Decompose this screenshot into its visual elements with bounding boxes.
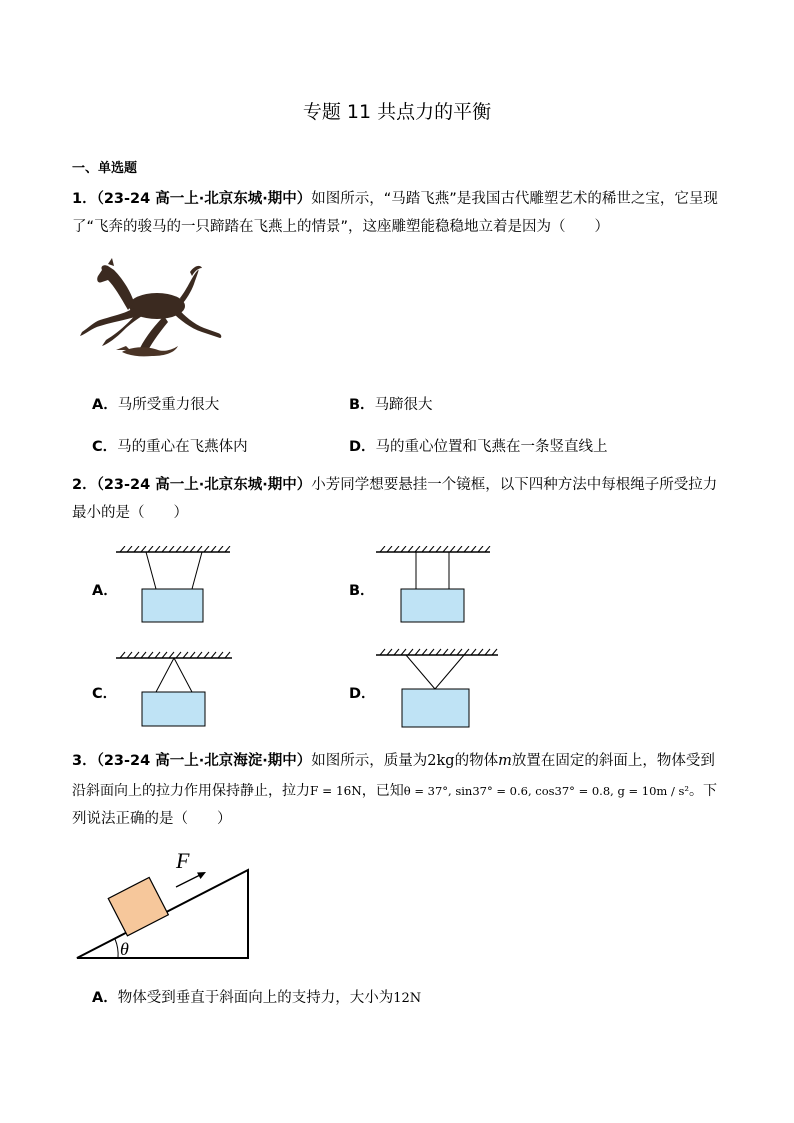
q3-text-2a: 沿斜面向上的拉力作用保持静止，拉力: [72, 783, 310, 799]
q2-label-a: A．: [92, 583, 118, 599]
q3-mass: 2kg: [427, 753, 455, 769]
q3-line1: [72, 751, 715, 771]
q1-text-1: 如图所示，“马踏飞燕”是我国古代雕塑艺术的稀世之宝，它呈现: [311, 191, 718, 207]
q2-source: （23-24 高一上·北京东城·期中）: [96, 477, 312, 493]
q1-option-c: [92, 435, 248, 456]
q2-figure-b: [372, 546, 494, 626]
q2-line1: [72, 475, 717, 495]
option-label: A．: [92, 397, 118, 413]
q3-incline-figure: [72, 846, 257, 964]
q3-text-2b: ，已知: [361, 783, 404, 799]
horse-sculpture-image: [72, 258, 230, 358]
q3-text-2c: 。下: [689, 783, 718, 799]
q1-option-d: [349, 435, 608, 456]
q1-source: （23-24 高一上·北京东城·期中）: [96, 191, 312, 207]
option-label: C．: [92, 439, 118, 455]
q2-figure-d: [372, 645, 502, 731]
q3-source: （23-24 高一上·北京海淀·期中）: [96, 753, 312, 769]
q3-given: θ = 37°, sin37° = 0.6, cos37° = 0.8, g = 10m / s²: [403, 784, 690, 798]
option-text: 马蹄很大: [374, 397, 433, 413]
q3-option-a: [92, 986, 421, 1007]
q2-figure-a: [112, 546, 234, 626]
q3-line2: [72, 781, 717, 801]
q3-text-1c: 放置在固定的斜面上，物体受到: [511, 753, 715, 769]
q2-label-d: D．: [349, 686, 376, 702]
q2-label-c: C．: [92, 686, 118, 702]
q1-option-a: [92, 393, 219, 414]
angle-label: θ: [120, 939, 129, 959]
force-label: F: [176, 848, 190, 873]
q3-text-1b: 的物体: [454, 753, 499, 769]
q2-line2: 最小的是（ ）: [72, 505, 188, 521]
q3-number: 3．: [72, 753, 97, 769]
section-heading: 一、单选题: [72, 161, 138, 176]
q1-line1: [72, 189, 718, 209]
option-text: 马的重心在飞燕体内: [117, 439, 248, 455]
q2-figure-c: [112, 650, 236, 730]
option-text: 马所受重力很大: [117, 397, 220, 413]
option-value: 12N: [393, 991, 422, 1006]
option-label: D．: [349, 439, 376, 455]
option-label: A．: [92, 990, 118, 1006]
q2-number: 2．: [72, 477, 97, 493]
q2-text-1: 小芳同学想要悬挂一个镜框，以下四种方法中每根绳子所受拉力: [311, 477, 718, 493]
q3-force: F = 16N: [310, 784, 362, 798]
option-text: 物体受到垂直于斜面向上的支持力，大小为: [117, 990, 394, 1006]
q3-line3: 列说法正确的是（ ）: [72, 811, 232, 827]
q1-number: 1．: [72, 191, 97, 207]
q2-label-b: B．: [349, 583, 375, 599]
option-text: 马的重心位置和飞燕在一条竖直线上: [375, 439, 608, 455]
q3-m: m: [498, 753, 512, 769]
q1-option-b: [349, 393, 433, 414]
page-title: 专题 11 共点力的平衡: [302, 101, 492, 123]
option-label: B．: [349, 397, 375, 413]
q1-line2: 了“飞奔的骏马的一只蹄踏在飞燕上的情景”，这座雕塑能稳稳地立着是因为（ ）: [72, 219, 610, 235]
q3-text-1a: 如图所示，质量为: [311, 753, 428, 769]
